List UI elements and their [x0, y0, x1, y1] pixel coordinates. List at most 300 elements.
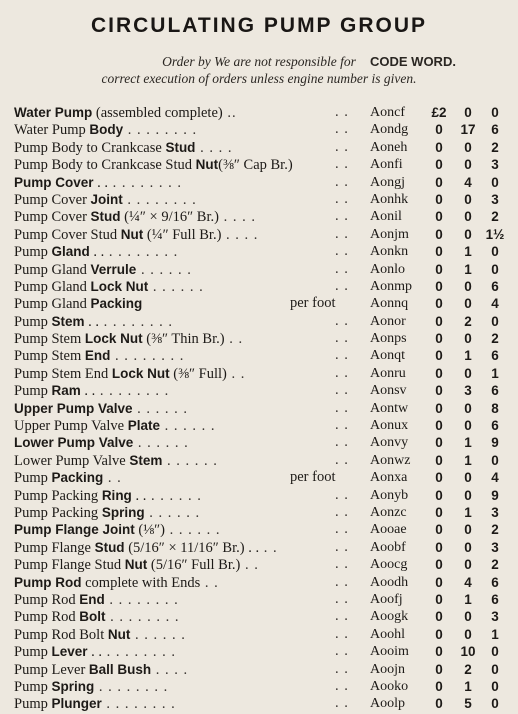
price-pence: 2: [491, 139, 499, 155]
part-keyword: Lock Nut: [84, 331, 143, 347]
page-title: CIRCULATING PUMP GROUP: [90, 14, 428, 37]
part-row: [0, 556, 518, 573]
part-description: [14, 174, 366, 192]
part-text: Pump Cover: [14, 209, 91, 226]
leader-dots: . .: [335, 260, 349, 277]
code-word: Aooko: [370, 678, 409, 694]
part-row: [0, 504, 518, 521]
order-instructions-line-2: correct execution of orders unless engine number is given.: [101, 71, 417, 86]
price-shillings: 0: [464, 418, 472, 434]
part-keyword: Stud: [90, 209, 121, 225]
price-pounds: 0: [435, 487, 443, 503]
part-text: Pump Rod: [14, 591, 80, 608]
price-pence: 0: [491, 696, 499, 712]
code-word: Aonyb: [370, 487, 409, 503]
leader-dots: . .: [335, 521, 349, 538]
price-shillings: 4: [464, 174, 472, 190]
part-keyword: Lock Nut: [111, 365, 170, 381]
price-pence: 0: [491, 452, 499, 468]
price-pence: 4: [491, 470, 499, 486]
part-description: [14, 556, 366, 574]
price-pounds: 0: [435, 557, 443, 573]
part-keyword: Nut: [120, 226, 144, 242]
code-word: Aonsv: [370, 383, 407, 399]
part-text: (¼″ Full Br.): [143, 226, 222, 243]
parts-price-list: [0, 104, 518, 713]
code-word: Aonjm: [370, 226, 409, 242]
price-pence: 3: [491, 157, 499, 173]
price-pence: 2: [491, 209, 499, 225]
price-pounds: 0: [435, 522, 443, 538]
part-text: (5/16″ Full Br.): [147, 557, 241, 574]
part-row: [0, 243, 518, 260]
part-text: Pump Rod: [14, 609, 80, 626]
part-description: [14, 382, 366, 400]
part-description: [14, 121, 366, 139]
price-pence: 3: [491, 191, 499, 207]
price-pence: 1½: [485, 226, 505, 242]
price-pounds: 0: [435, 418, 443, 434]
price-pence: 6: [491, 122, 499, 138]
code-word: Aonvy: [370, 435, 409, 451]
part-description: [14, 400, 366, 418]
part-text: . .: [80, 383, 96, 400]
price-pence: 0: [491, 661, 499, 677]
leader-dots: . .: [335, 625, 349, 642]
part-text: Pump Rod Bolt: [14, 626, 108, 643]
price-pence: 3: [491, 539, 499, 555]
part-text: Pump: [14, 313, 52, 330]
part-text: Pump Stem: [14, 348, 85, 365]
leader-dots: . . . . . . . .: [94, 678, 169, 695]
part-keyword: Nut: [124, 557, 148, 573]
leader-dots: . .: [335, 677, 349, 694]
leader-dots: . .: [335, 104, 349, 120]
part-row: [0, 295, 518, 312]
part-text: Pump Gland: [14, 261, 91, 278]
price-shillings: 0: [464, 609, 472, 625]
leader-dots: . . . . . . . .: [105, 609, 180, 626]
leader-dots: . . . . . . . .: [102, 644, 176, 661]
code-word: Aoocg: [370, 557, 408, 573]
price-pence: 2: [491, 557, 499, 573]
leader-dots: . .: [335, 121, 349, 138]
leader-dots: . .: [335, 486, 349, 503]
part-description: [14, 243, 366, 261]
part-text: Pump Body to Crankcase: [14, 139, 166, 156]
price-shillings: 0: [464, 139, 472, 155]
price-shillings: 0: [464, 557, 472, 573]
part-text: Pump Cover Stud: [14, 226, 121, 243]
part-description: [14, 452, 366, 470]
part-description: [14, 226, 366, 244]
part-keyword: Pump Flange Joint: [14, 522, 135, 538]
part-row: [0, 104, 518, 121]
leader-dots: . .: [335, 590, 349, 607]
price-shillings: 0: [464, 157, 472, 173]
code-word: Aonux: [370, 418, 409, 434]
leader-dots: . . . . . .: [160, 418, 216, 435]
order-prefix: Order by: [162, 54, 211, 69]
part-keyword: Nut: [107, 626, 131, 642]
leader-dots: . .: [335, 364, 349, 381]
leader-dots: . .: [200, 574, 219, 591]
leader-dots: . . . .: [195, 139, 233, 156]
code-word: Aooim: [370, 644, 409, 660]
price-pounds: 0: [435, 504, 443, 520]
part-description: [14, 330, 366, 348]
part-description: [14, 156, 366, 174]
part-text: Water Pump: [14, 122, 90, 139]
leader-dots: . . . . . . . .: [95, 383, 170, 400]
code-word: Aonwz: [370, 452, 411, 468]
part-keyword: Packing: [51, 470, 104, 486]
price-pounds: 0: [435, 696, 443, 712]
part-text: (⅜″ Cap Br.): [218, 157, 293, 174]
part-text: Pump: [14, 644, 52, 661]
price-shillings: 2: [464, 313, 472, 329]
part-keyword: End: [79, 591, 105, 607]
price-pence: 3: [491, 504, 499, 520]
part-row: [0, 487, 518, 504]
unit-label: per foot: [290, 469, 336, 486]
price-pounds: 0: [435, 591, 443, 607]
code-word: Aoohl: [370, 626, 405, 642]
part-row: [0, 208, 518, 225]
price-shillings: 0: [464, 331, 472, 347]
price-shillings: 0: [464, 365, 472, 381]
leader-dots: . .: [335, 382, 349, 399]
code-word: Aoodh: [370, 574, 409, 590]
part-description: [14, 313, 366, 331]
part-text: Pump Packing: [14, 487, 102, 504]
price-pence: 8: [491, 400, 499, 416]
price-shillings: 0: [464, 226, 472, 242]
part-description: [14, 347, 366, 365]
order-instructions-line-1: [0, 53, 518, 70]
price-shillings: 17: [460, 122, 476, 138]
part-description: [14, 139, 366, 157]
price-shillings: 0: [464, 191, 472, 207]
part-text: Pump: [14, 244, 52, 261]
code-word: Aonqt: [370, 348, 405, 364]
price-pounds: 0: [435, 661, 443, 677]
part-text: Pump Packing: [14, 504, 102, 521]
leader-dots: . . . .: [151, 661, 189, 678]
price-pence: 6: [491, 348, 499, 364]
leader-dots: . .: [335, 277, 349, 294]
price-shillings: 0: [464, 209, 472, 225]
part-description: [14, 661, 366, 679]
part-text: (⅛″): [134, 522, 165, 539]
part-keyword: Ram: [51, 383, 81, 399]
code-word: Aondg: [370, 122, 409, 138]
part-row: [0, 469, 518, 486]
part-text: Pump Flange: [14, 539, 95, 556]
leader-dots: . .: [335, 643, 349, 660]
leader-dots: . . . . . .: [146, 487, 202, 504]
price-shillings: 0: [464, 278, 472, 294]
part-row: [0, 156, 518, 173]
part-row: [0, 330, 518, 347]
price-pounds: 0: [435, 296, 443, 312]
part-row: [0, 191, 518, 208]
price-pounds: 0: [435, 331, 443, 347]
part-text: Pump: [14, 678, 52, 695]
code-word: Aoncf: [370, 105, 405, 120]
price-pounds: 0: [435, 209, 443, 225]
part-keyword: Gland: [51, 244, 90, 260]
code-word: Aonps: [370, 331, 407, 347]
order-suffix: We are not responsible for: [214, 54, 356, 69]
part-keyword: Stud: [165, 139, 196, 155]
price-shillings: 1: [464, 244, 472, 260]
price-shillings: 1: [464, 591, 472, 607]
part-text: Pump: [14, 696, 52, 713]
part-description: [14, 678, 366, 696]
price-pence: 6: [491, 574, 499, 590]
price-pounds: 0: [435, 191, 443, 207]
leader-dots: . .: [335, 417, 349, 434]
code-word: Aonor: [370, 313, 406, 329]
leader-dots: . .: [335, 173, 349, 190]
part-keyword: Plate: [127, 418, 160, 434]
code-word-label: CODE WORD.: [370, 54, 456, 69]
leader-dots: . .: [335, 243, 349, 260]
code-word: Aonil: [370, 209, 402, 225]
code-word: Aonnq: [370, 296, 409, 312]
part-text: Pump Lever: [14, 661, 89, 678]
leader-dots: . . . . . . . .: [108, 174, 183, 191]
part-row: [0, 661, 518, 678]
price-pounds: 0: [435, 626, 443, 642]
part-row: [0, 226, 518, 243]
price-pence: 4: [491, 296, 499, 312]
part-text: Pump Gland: [14, 278, 91, 295]
leader-dots: . . . . . . . .: [104, 244, 179, 261]
part-description: [14, 695, 366, 713]
price-pence: 0: [491, 644, 499, 660]
price-pounds: 0: [435, 400, 443, 416]
leader-dots: . .: [224, 331, 244, 348]
part-keyword: Packing: [90, 296, 143, 312]
part-description: [14, 521, 366, 539]
code-word: Aonru: [370, 365, 406, 381]
price-pounds: 0: [435, 174, 443, 190]
part-description: [14, 434, 366, 452]
part-keyword: Lower Pump Valve: [14, 435, 134, 451]
leader-dots: . .: [335, 347, 349, 364]
price-shillings: 1: [464, 504, 472, 520]
part-description: [14, 504, 366, 522]
part-description: [14, 539, 366, 557]
leader-dots: . .: [103, 470, 122, 487]
part-row: [0, 382, 518, 399]
part-text: . .: [131, 487, 147, 504]
leader-dots: . .: [335, 503, 349, 520]
part-description: [14, 591, 366, 609]
code-word: Aoogk: [370, 609, 409, 625]
leader-dots: . . . .: [218, 209, 256, 226]
part-row: [0, 400, 518, 417]
part-text: (⅜″ Thin Br.): [142, 331, 225, 348]
code-word: Aooae: [370, 522, 407, 538]
leader-dots: . .: [335, 208, 349, 225]
part-text: complete with Ends: [81, 574, 201, 591]
leader-dots: . .: [226, 365, 246, 382]
price-shillings: 3: [464, 383, 472, 399]
part-description: [14, 608, 366, 626]
part-row: [0, 278, 518, 295]
leader-dots: . . . . . . . .: [104, 591, 179, 608]
price-pounds: 0: [435, 435, 443, 451]
price-pounds: 0: [435, 139, 443, 155]
price-pence: 1: [491, 365, 499, 381]
price-shillings: 0: [464, 487, 472, 503]
leader-dots: . .: [335, 312, 349, 329]
part-text: Pump Flange Stud: [14, 557, 125, 574]
part-row: [0, 574, 518, 591]
part-text: Pump Body to Crankcase Stud: [14, 157, 196, 174]
price-pounds: 0: [435, 678, 443, 694]
code-word: Aongj: [370, 174, 405, 190]
leader-dots: ..: [222, 105, 237, 121]
price-pounds: 0: [435, 226, 443, 242]
part-keyword: Stem: [51, 313, 85, 329]
code-word: Aonzc: [370, 504, 407, 520]
price-pence: 2: [491, 522, 499, 538]
price-pence: 6: [491, 418, 499, 434]
price-pounds: 0: [435, 644, 443, 660]
leader-dots: . . . . . . . .: [122, 191, 197, 208]
code-word: Aoobf: [370, 539, 406, 555]
part-text: . .: [93, 174, 109, 191]
leader-dots: . . . .: [221, 226, 259, 243]
leader-dots: . . . . . .: [132, 400, 189, 417]
part-row: [0, 643, 518, 660]
part-keyword: Verrule: [90, 261, 137, 277]
price-pounds: 0: [435, 278, 443, 294]
part-row: [0, 139, 518, 156]
part-row: [0, 591, 518, 608]
price-shillings: 0: [464, 522, 472, 538]
price-shillings: 4: [464, 574, 472, 590]
part-keyword: End: [84, 348, 111, 364]
part-text: (assembled complete): [92, 105, 223, 121]
part-row: [0, 608, 518, 625]
part-text: Pump Stem: [14, 331, 85, 348]
leader-dots: . .: [335, 225, 349, 242]
price-pounds: 0: [435, 348, 443, 364]
price-pence: 3: [491, 609, 499, 625]
price-pounds: 0: [435, 539, 443, 555]
price-shillings: 1: [464, 435, 472, 451]
part-text: . .: [84, 313, 99, 330]
price-pence: 0: [491, 313, 499, 329]
price-shillings: 0: [464, 539, 472, 555]
leader-dots: . . . . . . . .: [98, 313, 173, 330]
part-row: [0, 313, 518, 330]
part-keyword: Plunger: [51, 696, 102, 712]
part-text: Upper Pump Valve: [14, 418, 128, 435]
code-word: Aoofj: [370, 591, 403, 607]
leader-dots: . .: [335, 660, 349, 677]
price-pounds: 0: [435, 470, 443, 486]
leader-dots: . .: [259, 539, 278, 556]
part-keyword: Pump Cover: [14, 174, 94, 190]
part-text: . .: [89, 244, 105, 261]
leader-dots: . . . . . .: [162, 452, 218, 469]
code-word: Aoojn: [370, 661, 405, 677]
leader-dots: . . . . . .: [136, 261, 192, 278]
part-row: [0, 521, 518, 538]
part-text: . .: [87, 644, 102, 661]
leader-dots: . .: [335, 556, 349, 573]
part-keyword: Water Pump: [14, 105, 93, 120]
leader-dots: . .: [335, 330, 349, 347]
price-pence: 0: [491, 174, 499, 190]
part-row: [0, 434, 518, 451]
price-pounds: 0: [435, 122, 443, 138]
part-row: [0, 452, 518, 469]
part-keyword: Upper Pump Valve: [14, 400, 133, 416]
part-description: [14, 574, 366, 592]
code-word: Aonkn: [370, 244, 409, 260]
code-word: Aonlo: [370, 261, 405, 277]
leader-dots: . . . . . .: [164, 522, 221, 539]
part-keyword: Spring: [51, 678, 95, 694]
part-description: [14, 487, 366, 505]
code-word: Aonfi: [370, 157, 403, 173]
part-description: [14, 191, 366, 209]
part-text: (5/16″ × 11/16″ Br.) . .: [124, 539, 260, 556]
leader-dots: . .: [240, 557, 259, 574]
part-description: [14, 208, 366, 226]
code-word: Aoolp: [370, 696, 405, 712]
part-text: (¼″ × 9/16″ Br.): [120, 209, 219, 226]
price-pounds: 0: [435, 383, 443, 399]
price-pence: 0: [491, 244, 499, 260]
leader-dots: . .: [335, 695, 349, 712]
price-shillings: 0: [464, 400, 472, 416]
code-word: Aonhk: [370, 191, 409, 207]
part-text: (⅜″ Full): [169, 365, 227, 382]
code-word: Aonxa: [370, 470, 408, 486]
price-shillings: 0: [464, 626, 472, 642]
part-row: [0, 626, 518, 643]
price-shillings: 2: [464, 661, 472, 677]
price-shillings: 5: [464, 696, 472, 712]
part-row: [0, 174, 518, 191]
part-text: Pump: [14, 383, 52, 400]
part-row: [0, 539, 518, 556]
price-pounds: 0: [435, 609, 443, 625]
part-description: [14, 261, 366, 279]
part-text: Pump: [14, 470, 52, 487]
price-shillings: 0: [464, 105, 472, 120]
part-keyword: Stud: [94, 539, 125, 555]
part-keyword: Nut: [195, 157, 219, 173]
price-pence: 0: [491, 678, 499, 694]
leader-dots: . .: [335, 399, 349, 416]
code-word: Aoneh: [370, 139, 408, 155]
leader-dots: . .: [335, 451, 349, 468]
leader-dots: . . . . . . . .: [123, 122, 198, 139]
price-pounds: 0: [435, 261, 443, 277]
part-description: [14, 643, 366, 661]
price-shillings: 1: [464, 678, 472, 694]
part-keyword: Ball Bush: [88, 661, 152, 677]
